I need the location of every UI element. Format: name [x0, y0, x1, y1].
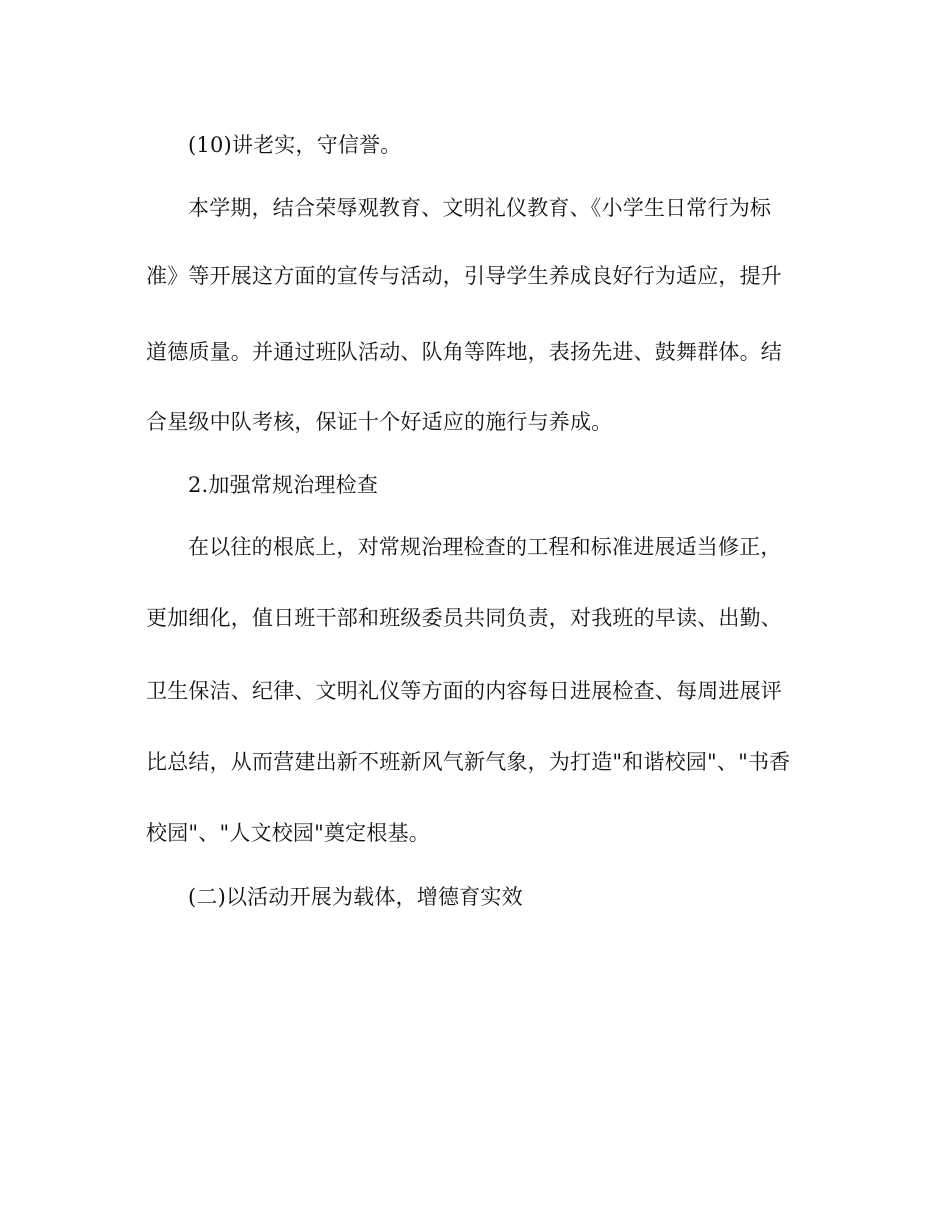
paragraph-line: 校园"、"人文校园"奠定根基。 [146, 821, 430, 845]
section-heading: (二)以活动开展为载体，增德育实效 [188, 885, 523, 909]
paragraph-line: 在以往的根底上，对常规治理检查的工程和标准进展适当修正， [188, 535, 782, 559]
paragraph-line: 卫生保洁、纪律、文明礼仪等方面的内容每日进展检查、每周进展评 [146, 679, 782, 703]
paragraph-line: 更加细化，值日班干部和班级委员共同负责，对我班的早读、出勤、 [146, 606, 782, 630]
paragraph-line: 道德质量。并通过班队活动、队角等阵地，表扬先进、鼓舞群体。结 [146, 340, 782, 364]
paragraph-line: 准》等开展这方面的宣传与活动，引导学生养成良好行为适应，提升 [146, 264, 782, 288]
section-heading: 2.加强常规治理检查 [188, 473, 379, 497]
paragraph-line: 比总结，从而营建出新不班新风气新气象，为打造"和谐校园"、"书香 [146, 750, 791, 774]
paragraph-line: 合星级中队考核，保证十个好适应的施行与养成。 [146, 410, 613, 434]
paragraph-line: 本学期，结合荣辱观教育、文明礼仪教育、《小学生日常行为标 [188, 196, 772, 220]
text-line: (10)讲老实，守信誉。 [188, 133, 402, 157]
